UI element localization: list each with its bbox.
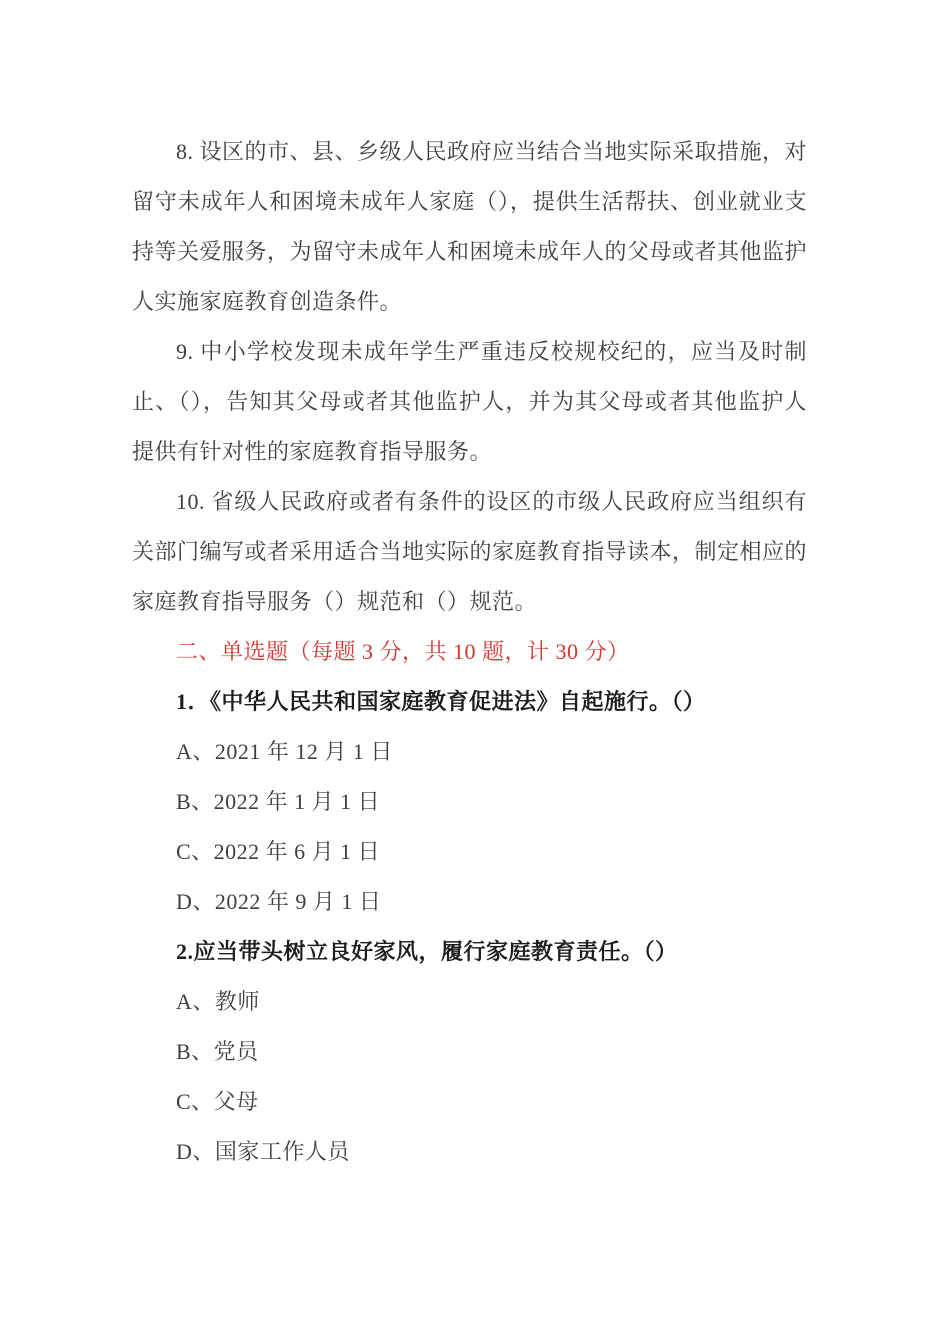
choice-question-2-option-b: B、党员	[176, 1039, 259, 1064]
choice-question-2-option-c: C、父母	[176, 1089, 259, 1114]
choice-question-1-option-c: C、2022 年 6 月 1 日	[176, 839, 381, 864]
section-heading-single-choice: 二、单选题（每题 3 分，共 10 题，计 30 分）	[176, 639, 630, 664]
fill-question-9: 9. 中小学校发现未成年学生严重违反校规校纪的，应当及时制止、（），告知其父母或者其他监护人，并为其父母或者其他监护人提供有针对性的家庭教育指导服务。	[132, 339, 807, 464]
fill-question-10: 10. 省级人民政府或者有条件的设区的市级人民政府应当组织有关部门编写或者采用适合当地实际的家庭教育指导读本，制定相应的家庭教育指导服务（）规范和（）规范。	[132, 489, 808, 614]
choice-question-2-stem: 2.应当带头树立良好家风，履行家庭教育责任。（）	[176, 939, 678, 964]
choice-question-1-option-d: D、2022 年 9 月 1 日	[176, 889, 382, 914]
choice-question-2-option-a: A、教师	[176, 989, 260, 1014]
choice-question-1-option-b: B、2022 年 1 月 1 日	[176, 789, 381, 814]
fill-question-8: 8. 设区的市、县、乡级人民政府应当结合当地实际采取措施，对留守未成年人和困境未成年人家庭（），提供生活帮扶、创业就业支持等关爱服务，为留守未成年人和困境未成年人的父母或者其他监护人实施家庭教育创造条件。	[132, 139, 808, 314]
choice-question-1-option-a: A、2021 年 12 月 1 日	[176, 739, 393, 764]
choice-question-1-stem: 1．《中华人民共和国家庭教育促进法》自起施行。（）	[176, 689, 706, 714]
choice-question-2-option-d: D、国家工作人员	[176, 1139, 350, 1164]
